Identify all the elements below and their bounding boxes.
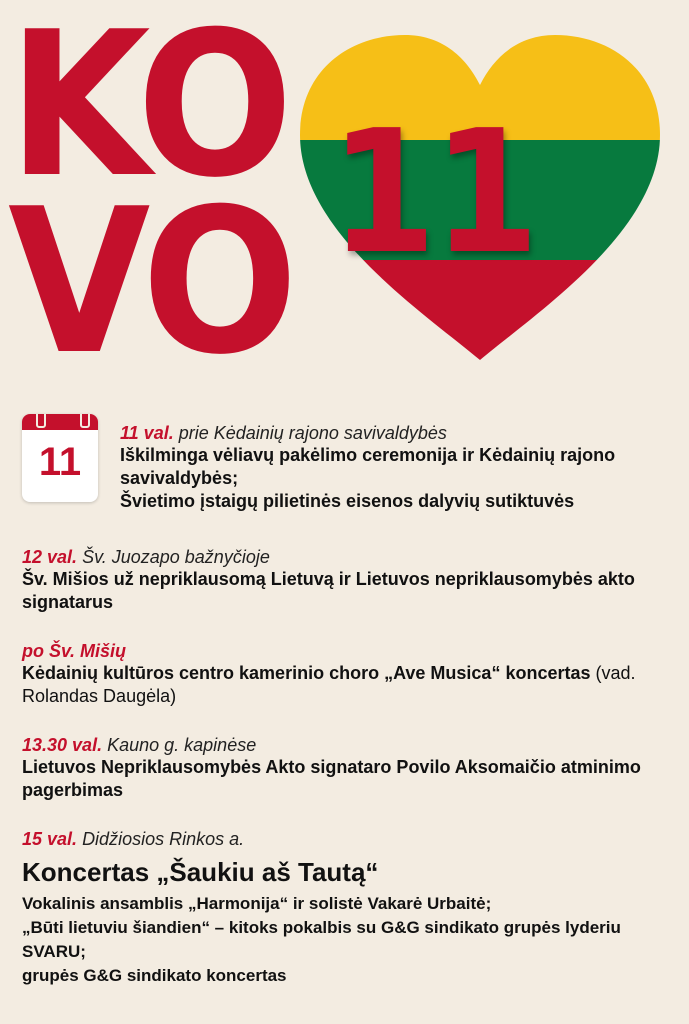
calendar-icon: [22, 414, 98, 502]
event-line: Šv. Mišios už nepriklausomą Lietuvą ir Lietuvos nepriklausomybės akto signatarus: [22, 569, 635, 612]
event-line: Iškilminga vėliavų pakėlimo ceremonija ir Kėdainių rajono savivaldybės;: [120, 445, 616, 488]
concert-title: Koncertas „Šaukiu aš Tautą“: [22, 857, 379, 887]
event-4: [22, 734, 669, 802]
event-3: [22, 640, 669, 708]
event-line: Kėdainių kultūros centro kamerinio choro „Ave Musica“ koncertas: [22, 663, 591, 683]
event-time: 11 val.: [120, 423, 174, 443]
word-vo: VO: [8, 166, 293, 399]
calendar-day: 11: [38, 440, 82, 484]
event-place: Šv. Juozapo bažnyčioje: [82, 547, 270, 567]
event-line: „Būti lietuviu šiandien“ – kitoks pokalbis su G&G sindikato grupės lyderiu SVARU;: [22, 918, 621, 961]
event-time: 15 val.: [22, 829, 78, 849]
event-line: Vokalinis ansamblis „Harmonija“ ir solistė Vakarė Urbaitė;: [22, 894, 492, 913]
event-line: Švietimo įstaigų pilietinės eisenos dalyvių sutiktuvės: [120, 491, 575, 511]
event-5: [22, 828, 669, 988]
event-place: prie Kėdainių rajono savivaldybės: [178, 423, 447, 443]
event-1: [120, 422, 669, 513]
heart-number: 11: [330, 94, 536, 292]
event-time: 13.30 val.: [22, 735, 103, 755]
event-time: 12 val.: [22, 547, 78, 567]
event-place: Kauno g. kapinėse: [107, 735, 257, 755]
event-line: grupės G&G sindikato koncertas: [22, 966, 287, 985]
event-time: po Šv. Mišių: [22, 641, 127, 661]
hero-banner: [0, 0, 689, 399]
event-2: [22, 546, 669, 614]
word-ko: KO: [8, 0, 288, 222]
event-place: Didžiosios Rinkos a.: [82, 829, 245, 849]
event-note: (vad. Rolandas Daugėla): [22, 663, 636, 706]
event-line: Lietuvos Nepriklausomybės Akto signataro Povilo Aksomaičio atminimo pagerbimas: [22, 757, 641, 800]
